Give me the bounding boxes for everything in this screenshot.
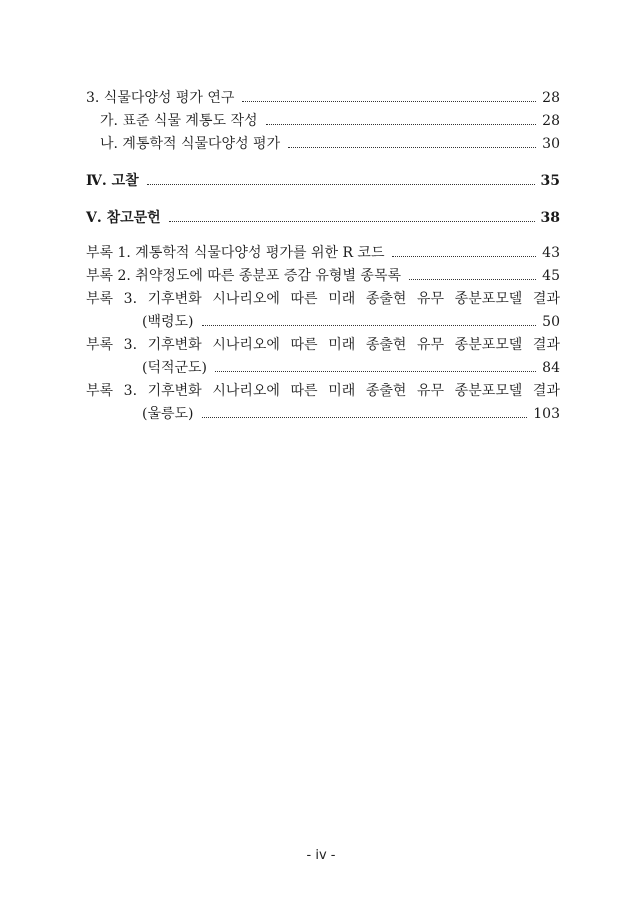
- dot-leader: [392, 256, 536, 257]
- toc-page-number: 84: [542, 360, 560, 376]
- word: 3.: [123, 337, 138, 353]
- toc-entry-section-3[interactable]: [86, 84, 560, 107]
- toc-page-number: 28: [542, 90, 560, 106]
- word: 유무: [417, 383, 445, 399]
- toc-page-number: 43: [542, 245, 560, 261]
- toc-entry-appendix-3-ulleungdo[interactable]: [86, 377, 560, 423]
- toc-entry-chapter-5[interactable]: [86, 204, 560, 227]
- word: 시나리오에: [212, 383, 280, 399]
- word: 3.: [123, 383, 138, 399]
- toc-entry-label-line: [86, 285, 560, 308]
- toc-entry-label: (백령도): [142, 314, 194, 330]
- toc-entry-section-3b[interactable]: [86, 130, 560, 153]
- word: 종출현: [365, 383, 407, 399]
- word: 기후변화: [147, 337, 202, 353]
- toc-page-number: 28: [542, 113, 560, 129]
- toc-page-number: 103: [533, 406, 560, 422]
- word: 시나리오에: [212, 337, 280, 353]
- toc-page-number: 45: [542, 268, 560, 284]
- word: 종분포모델: [454, 337, 523, 353]
- dot-leader: [266, 124, 537, 125]
- dot-leader: [409, 279, 536, 280]
- toc-entry-label: 3. 식물다양성 평가 연구: [86, 90, 235, 106]
- word: 따른: [290, 337, 318, 353]
- word: 따른: [290, 291, 318, 307]
- word: 유무: [417, 291, 445, 307]
- word: 결과: [532, 337, 560, 353]
- word: 미래: [328, 383, 356, 399]
- toc-entry-appendix-3-baengnyeongdo[interactable]: [86, 285, 560, 331]
- word: 따른: [290, 383, 318, 399]
- toc-page-number: 50: [542, 314, 560, 330]
- dot-leader: [202, 417, 528, 418]
- word: 결과: [532, 291, 560, 307]
- word: 기후변화: [147, 291, 202, 307]
- dot-leader: [202, 325, 537, 326]
- toc-entry-continuation: [86, 308, 560, 331]
- word: 종분포모델: [454, 291, 523, 307]
- toc-page-number: 30: [542, 136, 560, 152]
- dot-leader: [147, 184, 535, 185]
- toc-entry-chapter-4[interactable]: [86, 167, 560, 190]
- toc-entry-label: 부록 1. 계통학적 식물다양성 평가를 위한 R 코드: [86, 245, 385, 261]
- toc-entry-label-line: [86, 377, 560, 400]
- word: 미래: [328, 337, 356, 353]
- word: 부록: [86, 291, 114, 307]
- toc-page-number: 35: [540, 173, 560, 189]
- word: 종분포모델: [454, 383, 523, 399]
- toc-page-number: 38: [540, 210, 560, 226]
- word: 유무: [417, 337, 445, 353]
- dot-leader: [242, 101, 536, 102]
- toc-entry-appendix-2[interactable]: [86, 262, 560, 285]
- dot-leader: [215, 371, 536, 372]
- word: 기후변화: [147, 383, 202, 399]
- toc-entry-label: (울릉도): [142, 406, 194, 422]
- toc-entry-label: (덕적군도): [142, 360, 208, 376]
- word: 종출현: [365, 291, 407, 307]
- toc-entry-label-line: [86, 331, 560, 354]
- word: 부록: [86, 383, 114, 399]
- toc-entry-section-3a[interactable]: [86, 107, 560, 130]
- toc-entry-continuation: [86, 400, 560, 423]
- toc-entry-appendix-3-deokjeok[interactable]: [86, 331, 560, 377]
- dot-leader: [169, 221, 535, 222]
- word: 결과: [532, 383, 560, 399]
- toc-entry-appendix-1[interactable]: [86, 239, 560, 262]
- page-footer-number: - iv -: [306, 848, 336, 863]
- word: 부록: [86, 337, 114, 353]
- toc-entry-label: Ⅳ. 고찰: [86, 173, 139, 189]
- toc-entry-continuation: [86, 354, 560, 377]
- word: 시나리오에: [212, 291, 280, 307]
- dot-leader: [288, 147, 536, 148]
- word: 종출현: [365, 337, 407, 353]
- toc-entry-label: Ⅴ. 참고문헌: [86, 210, 161, 226]
- toc-entry-label: 부록 2. 취약정도에 따른 종분포 증감 유형별 종목록: [86, 268, 401, 284]
- table-of-contents: [86, 84, 560, 423]
- toc-entry-label: 나. 계통학적 식물다양성 평가: [100, 136, 281, 152]
- word: 미래: [328, 291, 356, 307]
- word: 3.: [123, 291, 138, 307]
- toc-entry-label: 가. 표준 식물 계통도 작성: [100, 113, 258, 129]
